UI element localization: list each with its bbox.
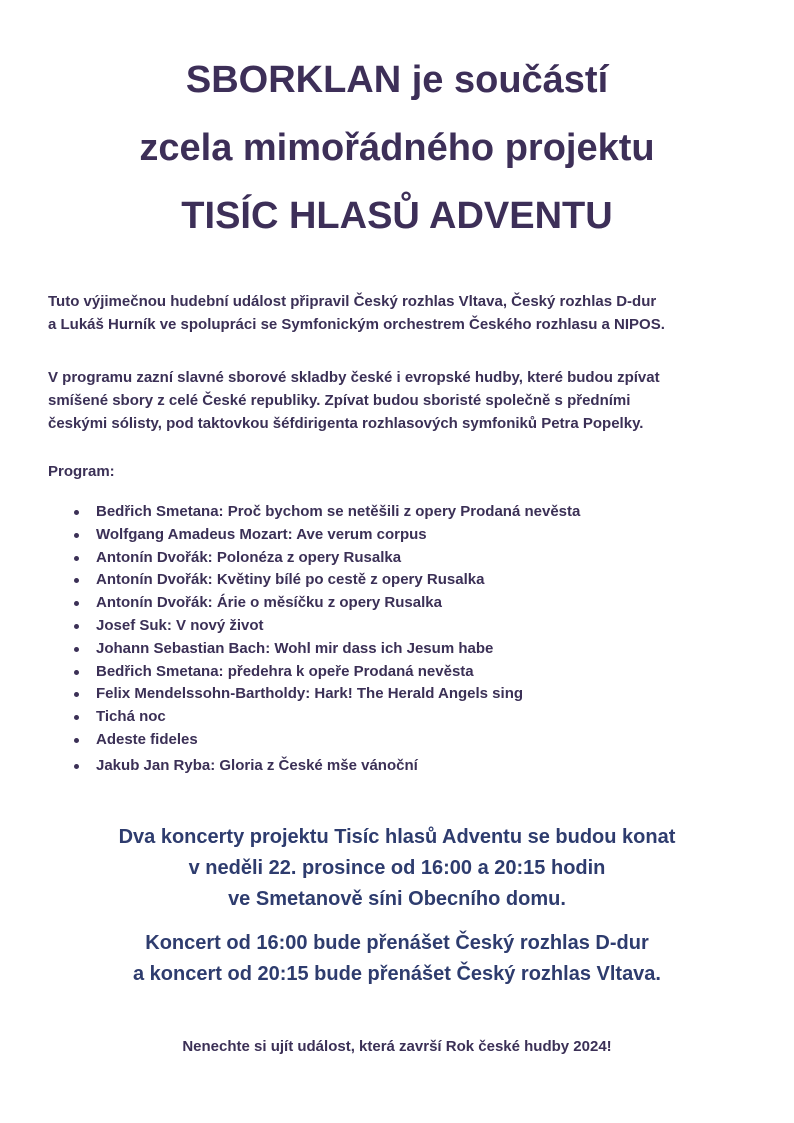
program-item-text: Antonín Dvořák: Polonéza z opery Rusalka bbox=[96, 548, 402, 566]
program-item-text: Felix Mendelssohn-Bartholdy: Hark! The Herald Angels sing bbox=[96, 685, 524, 703]
program-item bbox=[48, 569, 768, 592]
bullet-icon bbox=[74, 670, 79, 675]
concerts-line: Dva koncerty projektu Tisíc hlasů Adventu se budou konat bbox=[118, 826, 676, 848]
intro-paragraph bbox=[48, 290, 768, 336]
bullet-icon bbox=[74, 510, 79, 515]
program-item bbox=[48, 501, 768, 524]
program-label: Program: bbox=[48, 463, 115, 480]
bullet-icon bbox=[74, 533, 79, 538]
program-item bbox=[48, 729, 768, 752]
program-item bbox=[48, 683, 768, 706]
bullet-icon bbox=[74, 647, 79, 652]
program-item bbox=[48, 755, 768, 778]
program-item-text: Jakub Jan Ryba: Gloria z České mše vánoční bbox=[96, 756, 418, 774]
closing-note: Nenechte si ujít událost, která završí Rok české hudby 2024! bbox=[182, 1038, 612, 1055]
program-item-text: Antonín Dvořák: Árie o měsíčku z opery Rusalka bbox=[96, 594, 442, 612]
program-item-text: Josef Suk: V nový život bbox=[96, 616, 264, 634]
bullet-icon bbox=[74, 556, 79, 561]
title-line-1: SBORKLAN je součástí bbox=[185, 59, 609, 101]
broadcast-line: Koncert od 16:00 bude přenášet Český rozhlas D-dur bbox=[145, 932, 649, 954]
program-item-text: Bedřich Smetana: předehra k opeře Prodaná nevěsta bbox=[96, 662, 474, 680]
broadcast-line: a koncert od 20:15 bude přenášet Český rozhlas Vltava. bbox=[133, 963, 661, 985]
program-list bbox=[48, 501, 768, 778]
program-item bbox=[48, 661, 768, 684]
program-item bbox=[48, 706, 768, 729]
program-item-text: Bedřich Smetana: Proč bychom se netěšili z opery Prodaná nevěsta bbox=[96, 503, 581, 520]
bullet-icon bbox=[74, 715, 79, 720]
bullet-icon bbox=[74, 764, 79, 769]
program-item-text: Antonín Dvořák: Květiny bílé po cestě z opery Rusalka bbox=[96, 571, 485, 589]
bullet-icon bbox=[74, 738, 79, 743]
concerts-line: v neděli 22. prosince od 16:00 a 20:15 hodin bbox=[188, 857, 606, 879]
broadcast-info bbox=[0, 928, 794, 990]
intro-line: a Lukáš Hurník ve spolupráci se Symfonickým orchestrem Českého rozhlasu a NIPOS. bbox=[48, 316, 665, 333]
program-item bbox=[48, 547, 768, 570]
program-description-line: smíšené sbory z celé České republiky. Zpívat budou sboristé společně s předními bbox=[48, 392, 631, 409]
title-line-3: TISÍC HLASŮ ADVENTU bbox=[181, 195, 613, 237]
program-item bbox=[48, 615, 768, 638]
program-description-line: českými sólisty, pod taktovkou šéfdirigenta rozhlasových symfoniků Petra Popelky. bbox=[48, 415, 644, 432]
bullet-icon bbox=[74, 692, 79, 697]
concerts-info bbox=[0, 822, 794, 915]
intro-line: Tuto výjimečnou hudební událost připravil Český rozhlas Vltava, Český rozhlas D-dur bbox=[48, 293, 657, 310]
program-item-text: Tichá noc bbox=[96, 708, 166, 726]
program-item bbox=[48, 524, 768, 547]
bullet-icon bbox=[74, 601, 79, 606]
title-line-2: zcela mimořádného projektu bbox=[139, 127, 655, 169]
concerts-line: ve Smetanově síni Obecního domu. bbox=[228, 888, 566, 910]
program-item-text: Wolfgang Amadeus Mozart: Ave verum corpus bbox=[96, 525, 427, 543]
bullet-icon bbox=[74, 624, 79, 629]
program-description-line: V programu zazní slavné sborové skladby české i evropské hudby, které budou zpívat bbox=[48, 369, 660, 386]
program-description-paragraph bbox=[48, 366, 768, 435]
program-item-text: Adeste fideles bbox=[96, 730, 198, 748]
program-item bbox=[48, 592, 768, 615]
program-item-text: Johann Sebastian Bach: Wohl mir dass ich Jesum habe bbox=[96, 639, 494, 657]
program-item bbox=[48, 638, 768, 661]
bullet-icon bbox=[74, 578, 79, 583]
